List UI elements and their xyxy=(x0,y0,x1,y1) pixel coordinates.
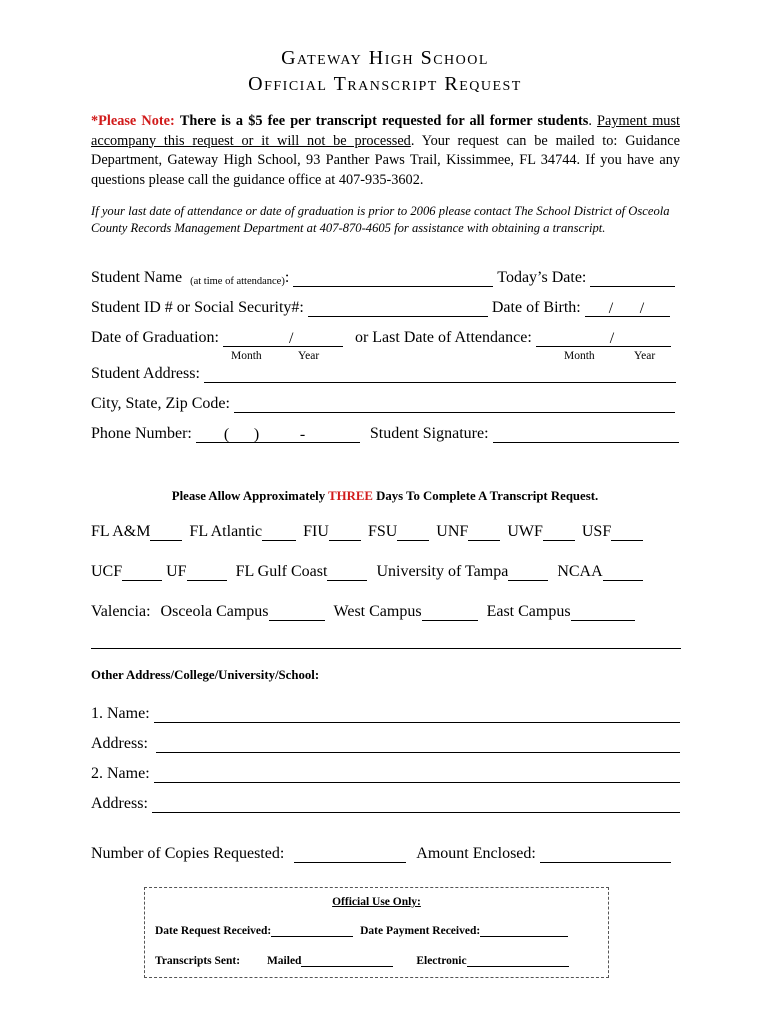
city-state-zip-label: City, State, Zip Code: xyxy=(91,395,230,412)
electronic-field[interactable] xyxy=(467,954,569,967)
school-usf-field[interactable] xyxy=(611,522,643,541)
amount-field[interactable] xyxy=(540,844,671,863)
official-use-heading: Official Use Only: xyxy=(332,896,421,908)
school-ncaa: NCAA xyxy=(557,563,603,580)
schools-row-2 xyxy=(91,562,643,584)
student-address-label: Student Address: xyxy=(91,365,200,382)
school-uf-field[interactable] xyxy=(187,562,227,581)
student-name-label: Student Name xyxy=(91,269,183,286)
official-row-sent xyxy=(155,954,569,967)
attend-year-label: Year xyxy=(634,350,656,362)
schools-row-3 xyxy=(91,602,635,624)
other-name-1-field[interactable] xyxy=(154,704,680,723)
student-address-row xyxy=(91,364,676,386)
school-west-campus: West Campus xyxy=(333,603,422,620)
totals-row xyxy=(91,844,671,866)
other-name-1-row xyxy=(91,704,680,726)
city-state-zip-field[interactable] xyxy=(234,394,675,413)
school-fl-atlantic-field[interactable] xyxy=(262,522,296,541)
other-address-2-row xyxy=(91,794,680,816)
school-osceola-campus: Osceola Campus xyxy=(160,603,269,620)
school-fl-atlantic: FL Atlantic xyxy=(189,523,263,540)
phone-label: Phone Number: xyxy=(91,425,192,442)
other-name-2-label: 2. Name: xyxy=(91,765,150,782)
school-ncaa-field[interactable] xyxy=(603,562,643,581)
other-name-1-label: 1. Name: xyxy=(91,705,150,722)
mailed-label: Mailed xyxy=(266,955,302,967)
school-unf: UNF xyxy=(436,523,469,540)
payment-text: Payment must accompany this request or it will not be processed xyxy=(91,113,680,149)
school-usf: USF xyxy=(581,523,612,540)
payment-received-label: Date Payment Received: xyxy=(360,925,481,937)
student-name-row: Student Name (at time of attendance): Today’s Date: xyxy=(91,268,675,290)
school-uwf-field[interactable] xyxy=(543,522,575,541)
processing-days: THREE xyxy=(328,489,373,503)
school-fsu: FSU xyxy=(367,523,398,540)
fee-text: There is a $5 fee per transcript requested for all former students xyxy=(179,113,589,129)
transcripts-sent-label: Transcripts Sent: xyxy=(155,955,241,967)
todays-date-label: Today’s Date: xyxy=(497,269,587,286)
processing-prefix: Please Allow Approximately xyxy=(171,489,326,503)
school-east-campus: East Campus xyxy=(486,603,571,620)
date-received-label: Date Request Received: xyxy=(155,925,272,937)
last-attendance-label: or Last Date of Attendance: xyxy=(354,329,532,346)
copies-label: Number of Copies Requested: xyxy=(91,845,285,862)
grad-month-label: Month xyxy=(231,350,262,362)
school-uf: UF xyxy=(166,563,187,580)
dob-label: Date of Birth: xyxy=(491,299,581,316)
official-row-dates xyxy=(155,924,568,937)
last-attendance-field[interactable]: / xyxy=(536,328,671,347)
school-uwf: UWF xyxy=(507,523,543,540)
school-fiu: FIU xyxy=(303,523,329,540)
other-address-1-label: Address: xyxy=(91,735,148,752)
other-address-2-label: Address: xyxy=(91,795,148,812)
schools-row-1 xyxy=(91,522,643,544)
graduation-row xyxy=(91,328,671,350)
school-osceola-campus-field[interactable] xyxy=(269,602,325,621)
other-name-2-row xyxy=(91,764,680,786)
school-ucf: UCF xyxy=(91,563,123,580)
section-divider xyxy=(91,648,681,649)
electronic-label: Electronic xyxy=(416,955,467,967)
other-name-2-field[interactable] xyxy=(154,764,680,783)
valencia-label: Valencia: xyxy=(91,603,151,620)
mailed-field[interactable] xyxy=(301,954,393,967)
student-id-label: Student ID # or Social Security#: xyxy=(91,299,304,316)
city-state-zip-row xyxy=(91,394,675,416)
signature-field[interactable] xyxy=(493,424,679,443)
phone-row xyxy=(91,424,679,446)
grad-year-label: Year xyxy=(298,350,320,362)
copies-field[interactable] xyxy=(294,844,406,863)
student-name-hint: (at time of attendance) xyxy=(190,276,285,287)
student-id-row xyxy=(91,298,670,320)
school-tampa-field[interactable] xyxy=(508,562,548,581)
graduation-label: Date of Graduation: xyxy=(91,329,219,346)
form-title: Official Transcript Request xyxy=(248,73,522,95)
fee-notice: *Please Note: There is a $5 fee per transcript requested for all former students. Payment must accompany this request or it will not be processed. Your request can be mailed to: Guidance Department, Gateway High School, 93 Panther Paws Trail, Kissimmee, FL 34744. If you have any questions please call the guidance office at 407-935-3602. xyxy=(91,113,680,188)
other-address-1-row xyxy=(91,734,680,756)
student-id-field[interactable] xyxy=(308,298,488,317)
school-tampa: University of Tampa xyxy=(376,563,509,580)
school-unf-field[interactable] xyxy=(468,522,500,541)
todays-date-field[interactable] xyxy=(590,268,675,287)
school-west-campus-field[interactable] xyxy=(422,602,478,621)
processing-note xyxy=(0,489,770,504)
records-note: If your last date of attendance or date of graduation is prior to 2006 please contact The School District of Osceola County Records Management Department at 407-870-4605 for assistance with obtaining a transcript. xyxy=(91,204,670,235)
school-fgcu-field[interactable] xyxy=(327,562,367,581)
other-address-heading: Other Address/College/University/School: xyxy=(91,668,320,682)
school-east-campus-field[interactable] xyxy=(571,602,635,621)
processing-suffix: Days To Complete A Transcript Request. xyxy=(376,489,599,503)
school-fl-am-field[interactable] xyxy=(150,522,182,541)
graduation-field[interactable]: / xyxy=(223,328,343,347)
dob-field[interactable]: / / xyxy=(585,298,670,317)
note-label: *Please Note: xyxy=(91,113,175,129)
phone-field[interactable]: ( ) - xyxy=(196,424,360,443)
school-fl-am: FL A&M xyxy=(91,523,151,540)
student-name-field[interactable] xyxy=(293,268,493,287)
payment-received-field[interactable] xyxy=(480,924,568,937)
school-fiu-field[interactable] xyxy=(329,522,361,541)
school-ucf-field[interactable] xyxy=(122,562,162,581)
school-fsu-field[interactable] xyxy=(397,522,429,541)
mail-text: Your request can be mailed to: Guidance Department, Gateway High School, 93 Panther Paws Trail, Kissimmee, FL 34744. If you have any questions please call the guidance office at 407-935-3602. xyxy=(91,132,680,188)
attend-month-label: Month xyxy=(564,350,595,362)
other-address-2-field[interactable] xyxy=(152,794,680,813)
school-fgcu: FL Gulf Coast xyxy=(235,563,328,580)
other-address-1-field[interactable] xyxy=(156,734,680,753)
date-received-field[interactable] xyxy=(271,924,353,937)
student-address-field[interactable] xyxy=(204,364,676,383)
signature-label: Student Signature: xyxy=(369,425,489,442)
school-title: Gateway High School xyxy=(281,47,489,69)
amount-label: Amount Enclosed: xyxy=(416,845,536,862)
official-use-box xyxy=(144,887,609,978)
